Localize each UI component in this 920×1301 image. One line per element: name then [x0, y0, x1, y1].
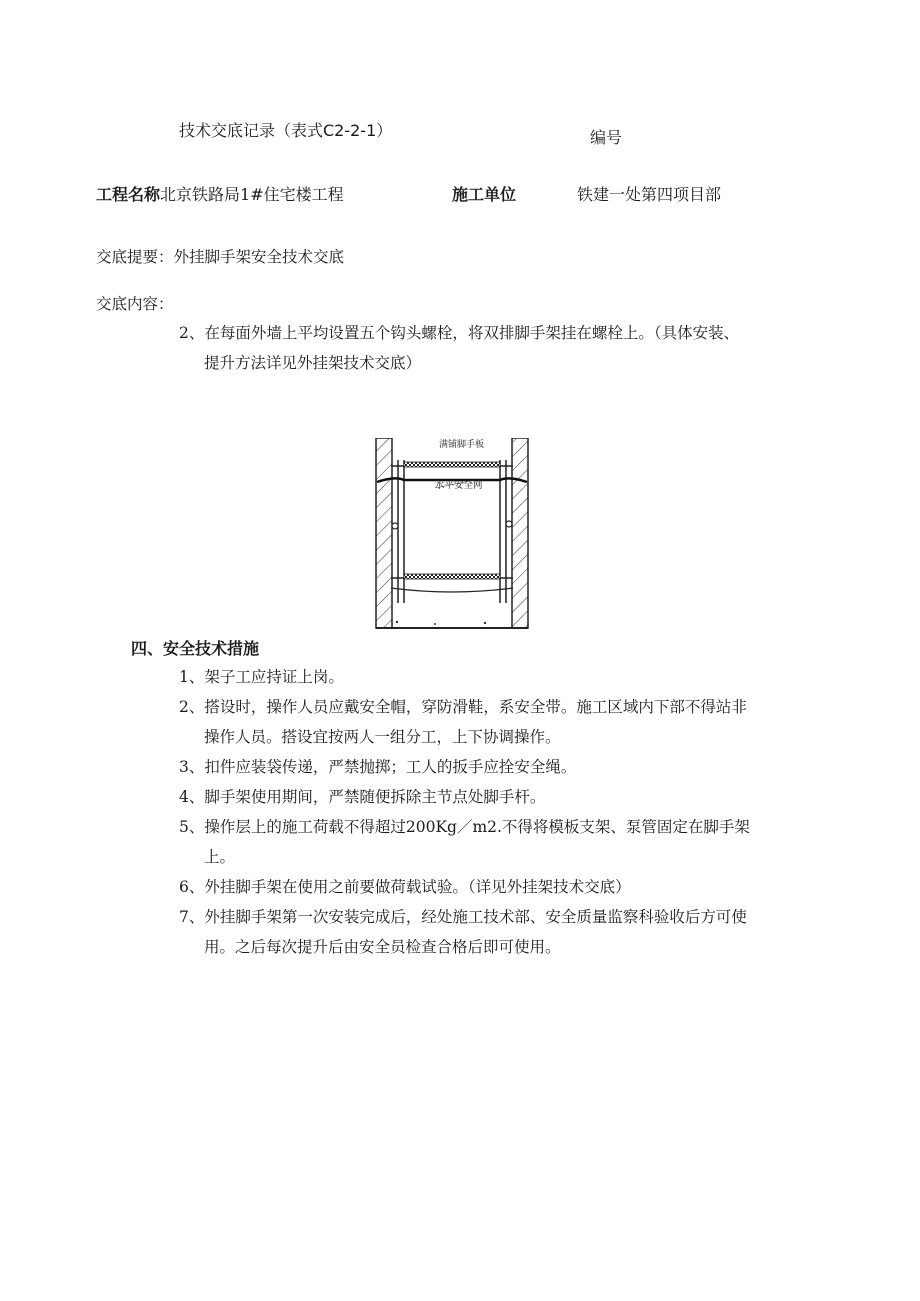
- project-value: 北京铁路局1#住宅楼工程: [160, 185, 344, 204]
- summary-row: [96, 245, 344, 267]
- safety-item-5-line1: 5、操作层上的施工荷载不得超过200Kg／m2.不得将模板支架、泵管固定在脚手架: [179, 818, 750, 836]
- safety-item-2-line2: 操作人员。搭设宜按两人一组分工，上下协调操作。: [204, 728, 561, 746]
- safety-item-1: 1、架子工应持证上岗。: [179, 668, 344, 686]
- safety-item-6: [179, 872, 750, 902]
- scaffold-diagram: [375, 438, 529, 631]
- unit-value: 铁建一处第四项目部: [577, 185, 722, 204]
- safety-item-3: 3、扣件应装袋传递，严禁抛掷；工人的扳手应拴安全绳。: [179, 758, 577, 776]
- content-label: 交底内容：: [96, 295, 174, 313]
- safety-item-7-line1: 7、外挂脚手架第一次安装完成后，经处施工技术部、安全质量监察科验收后方可使: [179, 908, 747, 926]
- safety-item-6-b: 见外挂架技术交底）: [491, 878, 631, 896]
- content-item-2-line1: 2、在每面外墙上平均设置五个钩头螺栓，将双排脚手架挂在螺栓上。（具体安装、: [179, 324, 740, 342]
- label-safety-net: 水平安全网: [435, 480, 483, 491]
- safety-item-4: 4、脚手架使用期间，严禁随便拆除主节点处脚手杆。: [179, 788, 546, 806]
- unit-label: 施工单位: [452, 185, 517, 204]
- left-wall: [376, 438, 392, 628]
- safety-item-7-line2: 用。之后每次提升后由安全员检查合格后即可使用。: [204, 938, 561, 956]
- content-item-2-line2-b: 见外挂架技术交底）: [281, 354, 422, 372]
- document-title: 技术交底记录（表式C2-2-1）: [179, 121, 393, 140]
- content-item-2-line2-a: 提升方法详: [204, 354, 282, 372]
- right-wall: [512, 438, 528, 628]
- project-row: [96, 182, 344, 205]
- project-label: 工程名称: [96, 185, 161, 204]
- summary-label: 交底提要：: [96, 248, 174, 266]
- safety-item-2-line1: 2、搭设时，操作人员应戴安全帽，穿防滑鞋，系安全带。施工区域内下部不得站非: [179, 698, 747, 716]
- safety-list: [179, 662, 750, 962]
- safety-item-6-a: 6、外挂脚手架在使用之前要做荷载试验。（详: [179, 878, 492, 896]
- safety-heading: 四、安全技术措施: [131, 639, 260, 658]
- safety-item-5-line2: 上。: [204, 848, 236, 866]
- hook-bolt-right: [506, 521, 512, 527]
- label-full-plank: 满铺脚手板: [439, 440, 485, 450]
- bottom-plank-deck: [404, 574, 500, 579]
- content-item-2-line2: [179, 348, 739, 378]
- summary-value: 外挂脚手架安全技术交底: [173, 248, 345, 266]
- top-plank-deck: [404, 462, 500, 467]
- content-item-2: [179, 318, 739, 378]
- number-label: 编号: [590, 128, 623, 147]
- hook-bolt-left: [392, 523, 398, 529]
